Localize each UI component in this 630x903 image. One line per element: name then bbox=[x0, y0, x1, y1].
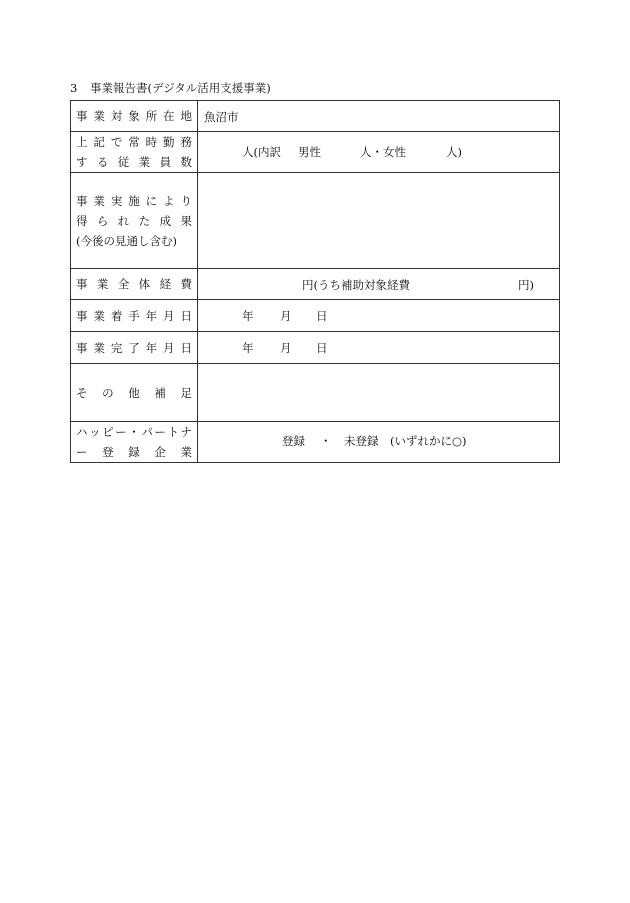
location-label: 事 業 対 象 所 在 地 bbox=[76, 109, 192, 123]
employees-female-text: 人・女性 bbox=[360, 145, 406, 159]
cost-label: 事 業 全 体 経 費 bbox=[76, 277, 192, 291]
other-label-cell bbox=[71, 364, 198, 422]
separator-dot: ・ bbox=[320, 434, 332, 448]
employees-label-cell bbox=[71, 132, 198, 173]
section-heading bbox=[70, 80, 271, 96]
registered-option[interactable]: 登録 bbox=[282, 434, 305, 448]
end-year-text: 年 bbox=[242, 341, 254, 355]
results-label-cell bbox=[71, 173, 198, 269]
happy-label-line1: ハ ッ ピ ー ・ パ ー ト ナ bbox=[76, 425, 192, 439]
row-cost bbox=[71, 269, 560, 300]
row-results bbox=[71, 173, 560, 269]
end-day-text: 日 bbox=[316, 341, 328, 355]
section-number: 3 bbox=[70, 81, 78, 95]
start-day-text: 日 bbox=[316, 309, 328, 323]
end-month-text: 月 bbox=[280, 341, 292, 355]
row-other bbox=[71, 364, 560, 422]
happy-value-cell[interactable] bbox=[198, 422, 560, 463]
employees-person-text: 人(内訳 bbox=[242, 145, 281, 159]
results-label-line2: 得 ら れ た 成 果 bbox=[76, 213, 192, 228]
other-value-cell[interactable] bbox=[198, 364, 560, 422]
employees-close-text: 人) bbox=[446, 145, 462, 159]
location-value-cell[interactable] bbox=[198, 101, 560, 132]
choose-note: (いずれかに○) bbox=[390, 434, 467, 448]
results-value-cell[interactable] bbox=[198, 173, 560, 269]
location-value: 魚沼市 bbox=[204, 110, 239, 124]
start-value-cell[interactable] bbox=[198, 300, 560, 332]
start-year-text: 年 bbox=[242, 309, 254, 323]
start-month-text: 月 bbox=[280, 309, 292, 323]
cost-text-1: 円(うち補助対象経費 bbox=[302, 278, 410, 292]
end-value-cell[interactable] bbox=[198, 332, 560, 364]
employees-label-line2: す る 従 業 員 数 bbox=[76, 155, 192, 169]
row-happy-partner bbox=[71, 422, 560, 463]
end-label: 事 業 完 了 年 月 日 bbox=[76, 340, 192, 355]
location-label-cell bbox=[71, 101, 198, 132]
happy-label-line2: ー 登 録 企 業 bbox=[76, 445, 192, 459]
report-table bbox=[70, 100, 560, 463]
row-end-date bbox=[71, 332, 560, 364]
section-title: 事業報告書(デジタル活用支援事業) bbox=[90, 81, 271, 95]
cost-text-2: 円) bbox=[518, 278, 534, 292]
other-label: そ の 他 補 足 bbox=[76, 385, 192, 400]
row-location bbox=[71, 101, 560, 132]
happy-label-cell bbox=[71, 422, 198, 463]
row-start-date bbox=[71, 300, 560, 332]
results-label-line3: (今後の見通し含む) bbox=[76, 233, 177, 248]
start-label: 事 業 着 手 年 月 日 bbox=[76, 308, 192, 323]
employees-value-cell[interactable] bbox=[198, 132, 560, 173]
employees-label-line1: 上 記 で 常 時 勤 務 bbox=[76, 135, 192, 149]
unregistered-option[interactable]: 未登録 bbox=[344, 434, 379, 448]
results-label-line1: 事 業 実 施 に よ り bbox=[76, 193, 192, 208]
employees-male-text: 男性 bbox=[298, 145, 321, 159]
cost-label-cell bbox=[71, 269, 198, 300]
start-label-cell bbox=[71, 300, 198, 332]
row-employees bbox=[71, 132, 560, 173]
end-label-cell bbox=[71, 332, 198, 364]
cost-value-cell[interactable] bbox=[198, 269, 560, 300]
